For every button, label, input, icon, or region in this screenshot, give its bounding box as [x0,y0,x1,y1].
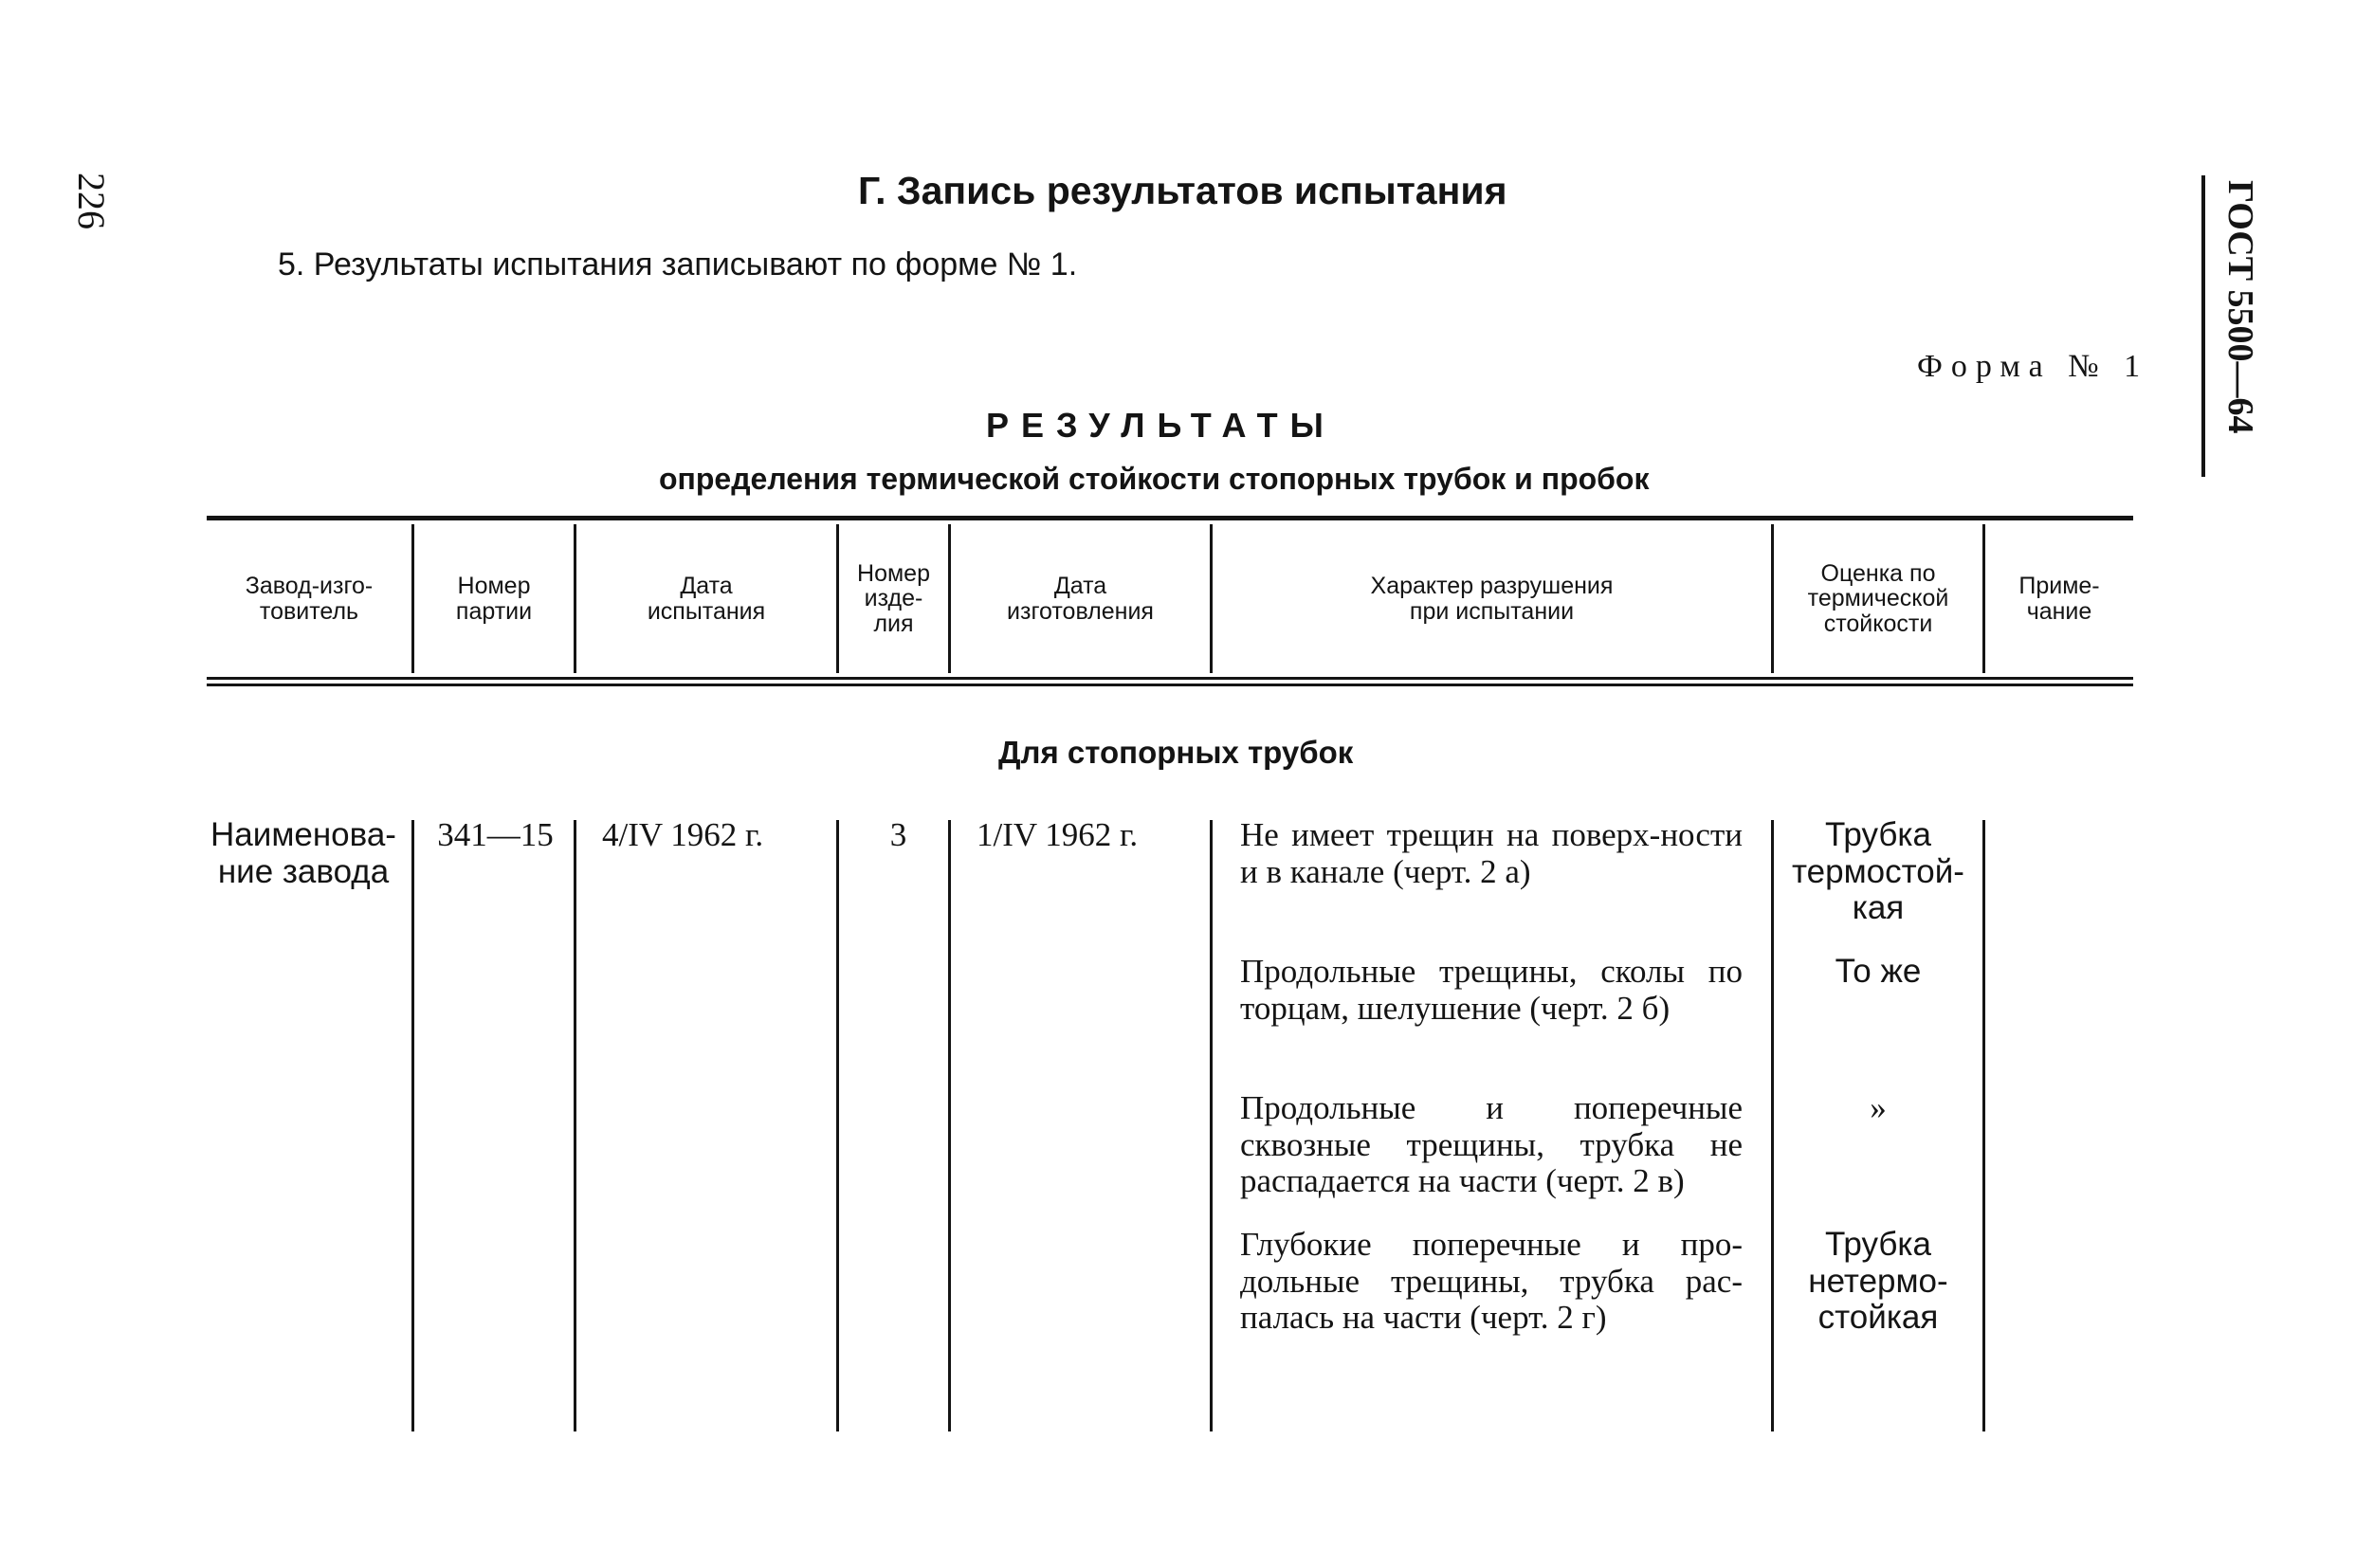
section-heading: Г. Запись результатов испытания [858,169,1507,212]
destruction-entry-1: Не имеет трещин на поверх-ности и в канале (черт. 2 а) [1240,816,1743,890]
header-test-date: Дата испытания [647,573,766,625]
body-divider [1982,820,1985,1431]
page-number: 226 [70,173,113,229]
margin-rule [2201,175,2205,477]
form-subtitle: определения термической стойкости стопорных трубок и пробок [659,462,1650,496]
header-note: Приме- чание [2018,573,2100,625]
body-divider [836,820,839,1431]
header-destruction-type: Характер разрушения при испытании [1370,573,1614,625]
body-divider [574,820,576,1431]
cell-test-date: 4/IV 1962 г. [602,816,764,853]
form-title: РЕЗУЛЬТАТЫ [986,406,1336,445]
form-label: Форма № 1 [1917,349,2149,384]
body-divider [1210,820,1213,1431]
destruction-entry-2: Продольные трещины, сколы по торцам, шелушение (черт. 2 б) [1240,953,1743,1027]
header-batch: Номер партии [455,573,533,625]
header-bottom-rule-2 [207,684,2133,686]
cell-production-date: 1/IV 1962 г. [977,816,1139,853]
header-production-date: Дата изготовления [1007,573,1154,625]
body-divider [1771,820,1774,1431]
paragraph-5: 5. Результаты испытания записывают по форме № 1. [278,246,1078,283]
cell-item-number: 3 [889,816,907,853]
cell-manufacturer: Наименова- ние завода [210,816,396,890]
destruction-entry-3: Продольные и поперечные сквозные трещины, трубка не распадается на части (черт. 2 в) [1240,1089,1743,1199]
header-bottom-rule [207,677,2133,680]
header-thermal-rating: Оценка по термической стойкости [1807,560,1949,637]
standard-designation: ГОСТ 5500—64 [2220,180,2260,434]
rating-entry-4: Трубка нетермо- стойкая [1808,1226,1948,1336]
cell-batch: 341—15 [437,816,554,853]
body-divider [411,820,414,1431]
section-title: Для стопорных трубок [998,735,1354,770]
destruction-entry-4: Глубокие поперечные и про-дольные трещины, трубка рас-палась на части (черт. 2 г) [1240,1226,1743,1336]
rating-entry-3: » [1870,1089,1887,1126]
header-item-number: Номер изде- лия [857,560,930,637]
rating-entry-2: То же [1835,953,1922,990]
rating-entry-1: Трубка термостой- кая [1792,816,1964,926]
table-top-rule [207,516,2133,520]
body-divider [948,820,951,1431]
header-manufacturer: Завод-изго- товитель [245,573,374,625]
